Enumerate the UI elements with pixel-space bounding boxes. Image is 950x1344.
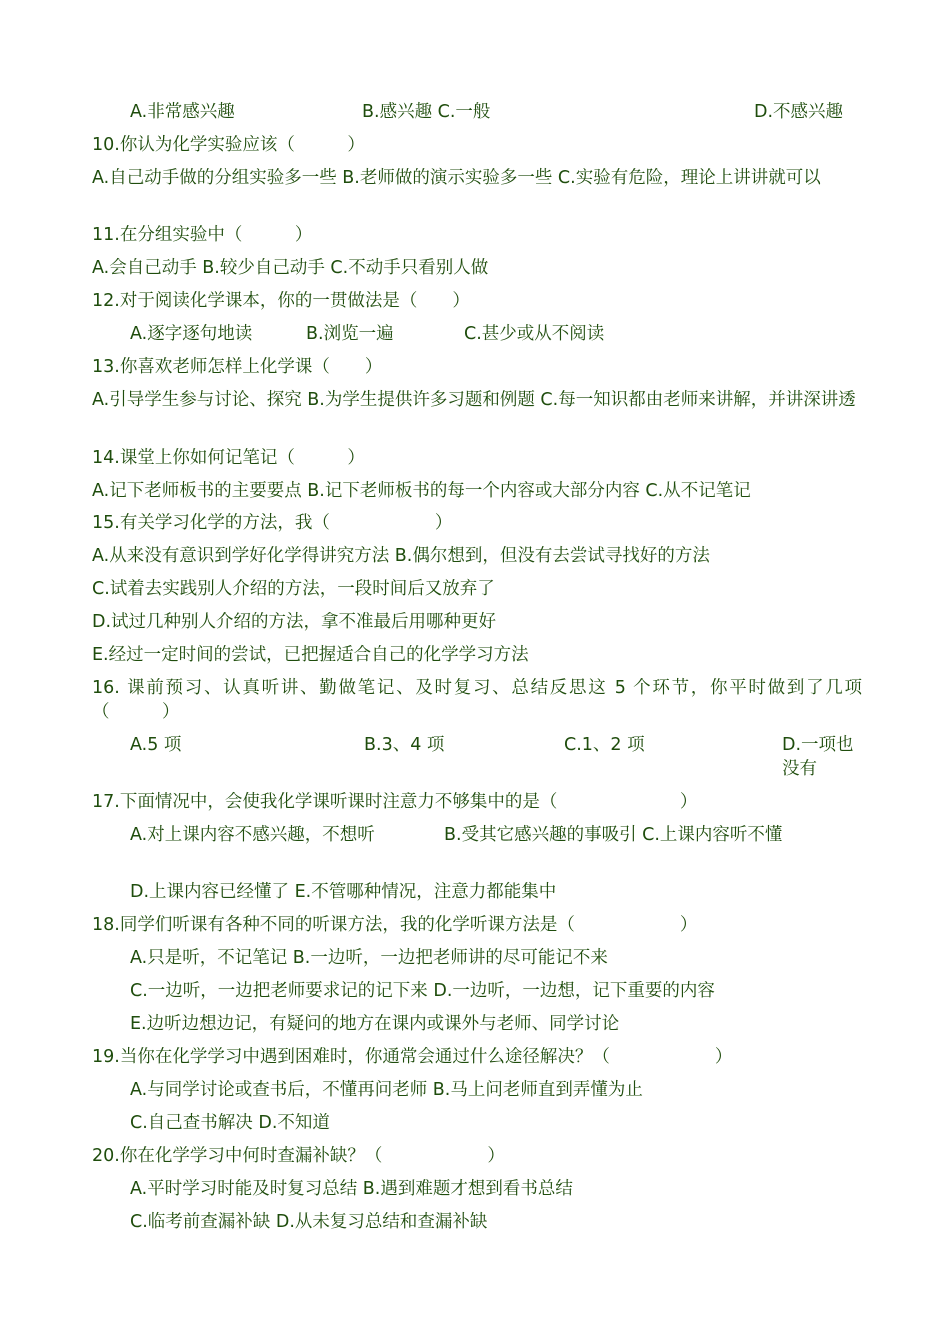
q16-stem: 16. 课前预习、认真听讲、勤做笔记、及时复习、总结反思这 5 个环节，你平时做到了几项（ ）: [92, 678, 862, 722]
q18-option-e: E.边听边想边记，有疑问的地方在课内或课外与老师、同学讨论: [130, 1014, 620, 1034]
q16-option-c: C.1、2 项: [564, 735, 645, 755]
q19-stem: 19.当你在化学学习中遇到困难时，你通常会通过什么途径解决？（ ）: [92, 1047, 733, 1067]
q15-option-c: C.试着去实践别人介绍的方法，一段时间后又放弃了: [92, 579, 495, 599]
q10-stem: 10.你认为化学实验应该（ ）: [92, 135, 365, 155]
q19-options-cd: C.自己查书解决 D.不知道: [130, 1113, 330, 1133]
q18-stem: 18.同学们听课有各种不同的听课方法，我的化学听课方法是（ ）: [92, 915, 698, 935]
q12-option-c: C.甚少或从不阅读: [464, 324, 605, 344]
q9-option-a: A.非常感兴趣: [130, 102, 235, 122]
q16-option-a: A.5 项: [130, 735, 182, 755]
q19-options-ab: A.与同学讨论或查书后，不懂再问老师 B.马上问老师直到弄懂为止: [130, 1080, 643, 1100]
q9-option-d: D.不感兴趣: [754, 102, 844, 122]
q15-option-d: D.试过几种别人介绍的方法，拿不准最后用哪种更好: [92, 612, 497, 632]
q12-stem: 12.对于阅读化学课本，你的一贯做法是（ ）: [92, 291, 470, 311]
q11-options: A.会自己动手 B.较少自己动手 C.不动手只看别人做: [92, 258, 489, 278]
q9-option-bc: B.感兴趣 C.一般: [362, 102, 491, 122]
q10-options: A.自己动手做的分组实验多一些 B.老师做的演示实验多一些 C.实验有危险，理论上讲讲就可以: [92, 168, 821, 188]
q20-options-ab: A.平时学习时能及时复习总结 B.遇到难题才想到看书总结: [130, 1179, 573, 1199]
q15-stem: 15.有关学习化学的方法，我（ ）: [92, 513, 453, 533]
q17-options-bc: B.受其它感兴趣的事吸引 C.上课内容听不懂: [444, 825, 783, 845]
q20-options-cd: C.临考前查漏补缺 D.从未复习总结和查漏补缺: [130, 1212, 488, 1232]
q11-stem: 11.在分组实验中（ ）: [92, 225, 313, 245]
q15-option-e: E.经过一定时间的尝试，已把握适合自己的化学学习方法: [92, 645, 529, 665]
q13-stem: 13.你喜欢老师怎样上化学课（ ）: [92, 357, 383, 377]
q16-option-b: B.3、4 项: [364, 735, 445, 755]
q13-options: A.引导学生参与讨论、探究 B.为学生提供许多习题和例题 C.每一知识都由老师来讲解，并讲深讲透: [92, 390, 856, 410]
q18-options-cd: C.一边听，一边把老师要求记的记下来 D.一边听，一边想，记下重要的内容: [130, 981, 715, 1001]
q20-stem: 20.你在化学学习中何时查漏补缺？（ ）: [92, 1146, 505, 1166]
q15-options-ab: A.从来没有意识到学好化学得讲究方法 B.偶尔想到，但没有去尝试寻找好的方法: [92, 546, 710, 566]
q17-option-a: A.对上课内容不感兴趣，不想听: [130, 825, 375, 845]
q12-option-a: A.逐字逐句地读: [130, 324, 253, 344]
q18-options-ab: A.只是听，不记笔记 B.一边听，一边把老师讲的尽可能记不来: [130, 948, 608, 968]
q14-stem: 14.课堂上你如何记笔记（ ）: [92, 448, 365, 468]
q16-option-d: [782, 733, 862, 781]
q12-option-b: B.浏览一遍: [306, 324, 394, 344]
q17-options-de: D.上课内容已经懂了 E.不管哪种情况，注意力都能集中: [130, 882, 557, 902]
q17-stem: 17.下面情况中，会使我化学课听课时注意力不够集中的是（ ）: [92, 792, 698, 812]
q14-options: A.记下老师板书的主要要点 B.记下老师板书的每一个内容或大部分内容 C.从不记笔记: [92, 481, 751, 501]
q16-option-d-text: D.一项也没有: [782, 735, 854, 779]
